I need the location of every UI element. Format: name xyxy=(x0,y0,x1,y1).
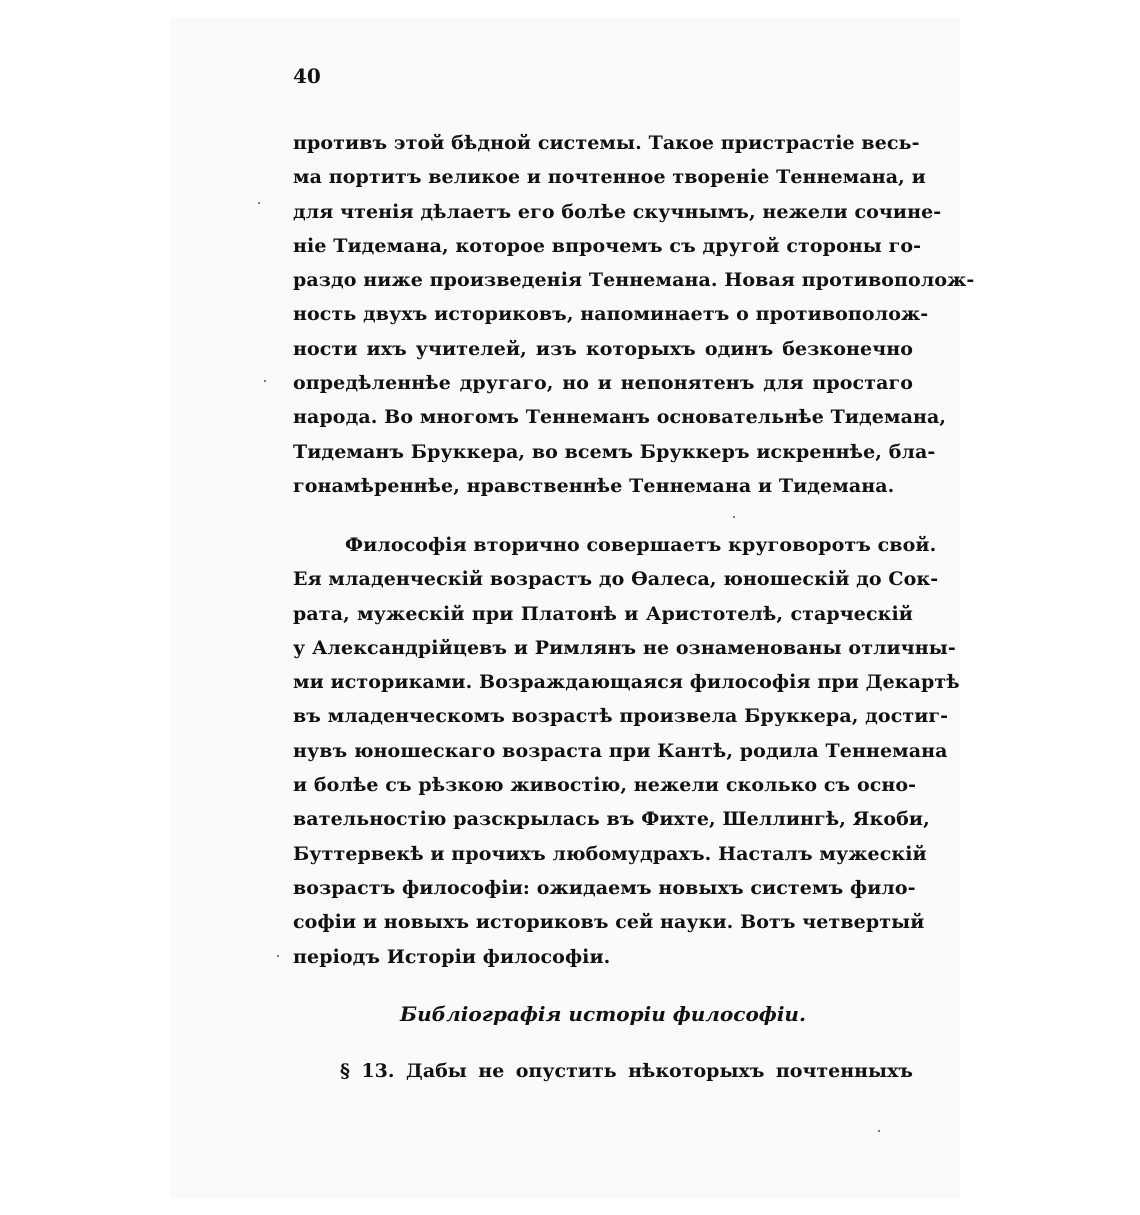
text-line: ность двухъ историковъ, напоминаетъ о противополож- xyxy=(293,303,929,326)
text-line: возрастъ философіи: ожидаемъ новыхъ системъ фило- xyxy=(293,876,916,899)
scan-speck xyxy=(277,955,279,957)
section-text: Дабы не опустить нѣкоторыхъ почтенныхъ xyxy=(405,1060,913,1082)
section-number: § 13. xyxy=(340,1060,395,1082)
scan-speck xyxy=(264,380,266,382)
text-line: періодъ Исторіи философіи. xyxy=(293,945,611,968)
text-line: гонамѣреннѣе, нравственнѣе Теннемана и Тидемана. xyxy=(293,474,895,497)
text-line: нувъ юношескаго возраста при Кантѣ, родила Теннемана xyxy=(293,739,948,762)
section-heading: Библіографія исторіи философіи. xyxy=(400,1002,806,1026)
scan-speck xyxy=(733,516,735,518)
section-start xyxy=(340,1054,913,1088)
text-line: народа. Во многомъ Теннеманъ основательнѣе Тидемана, xyxy=(293,406,947,429)
text-line: ности ихъ учителей, изъ которыхъ одинъ безконечно xyxy=(293,337,913,360)
text-line: рата, мужескій при Платонѣ и Аристотелѣ, старческій xyxy=(293,602,913,625)
scan-speck xyxy=(878,1130,880,1132)
text-line: противъ этой бѣдной системы. Такое пристрастіе весь- xyxy=(293,132,920,154)
text-line: Ея младенческій возрастъ до Ѳалеса, юношескій до Сок- xyxy=(293,568,939,591)
text-line: у Александрійцевъ и Римлянъ не ознаменованы отличны- xyxy=(293,636,956,659)
text-line: раздо ниже произведенія Теннемана. Новая противополож- xyxy=(293,269,975,292)
page-number: 40 xyxy=(293,64,321,88)
paragraph-1 xyxy=(293,126,975,503)
text-line: Буттервекѣ и прочихъ любомудрахъ. Насталъ мужескій xyxy=(293,842,927,865)
text-line: и болѣе съ рѣзкою живостію, нежели сколько съ осно- xyxy=(293,774,917,797)
text-line: Философія вторично совершаетъ круговоротъ свой. xyxy=(345,534,937,556)
text-line: опредѣленнѣе другаго, но и непонятенъ для простаго xyxy=(293,372,913,395)
text-line: ми историками. Возраждающаяся философія при Декартѣ xyxy=(293,671,960,694)
text-line: для чтенія дѣлаетъ его болѣе скучнымъ, нежели сочине- xyxy=(293,200,942,223)
text-line: ніе Тидемана, которое впрочемъ съ другой стороны го- xyxy=(293,234,922,257)
text-line: вательностію разскрылась въ Фихте, Шеллингѣ, Якоби, xyxy=(293,808,930,831)
text-line: ма портитъ великое и почтенное твореніе Теннемана, и xyxy=(293,166,926,189)
scan-speck xyxy=(258,202,260,204)
paragraph-2 xyxy=(293,528,960,974)
text-line: Тидеманъ Бруккера, во всемъ Бруккеръ искреннѣе, бла- xyxy=(293,440,936,463)
text-line: въ младенческомъ возрастѣ произвела Бруккера, достиг- xyxy=(293,705,949,728)
text-line: софіи и новыхъ историковъ сей науки. Вотъ четвертый xyxy=(293,911,925,934)
